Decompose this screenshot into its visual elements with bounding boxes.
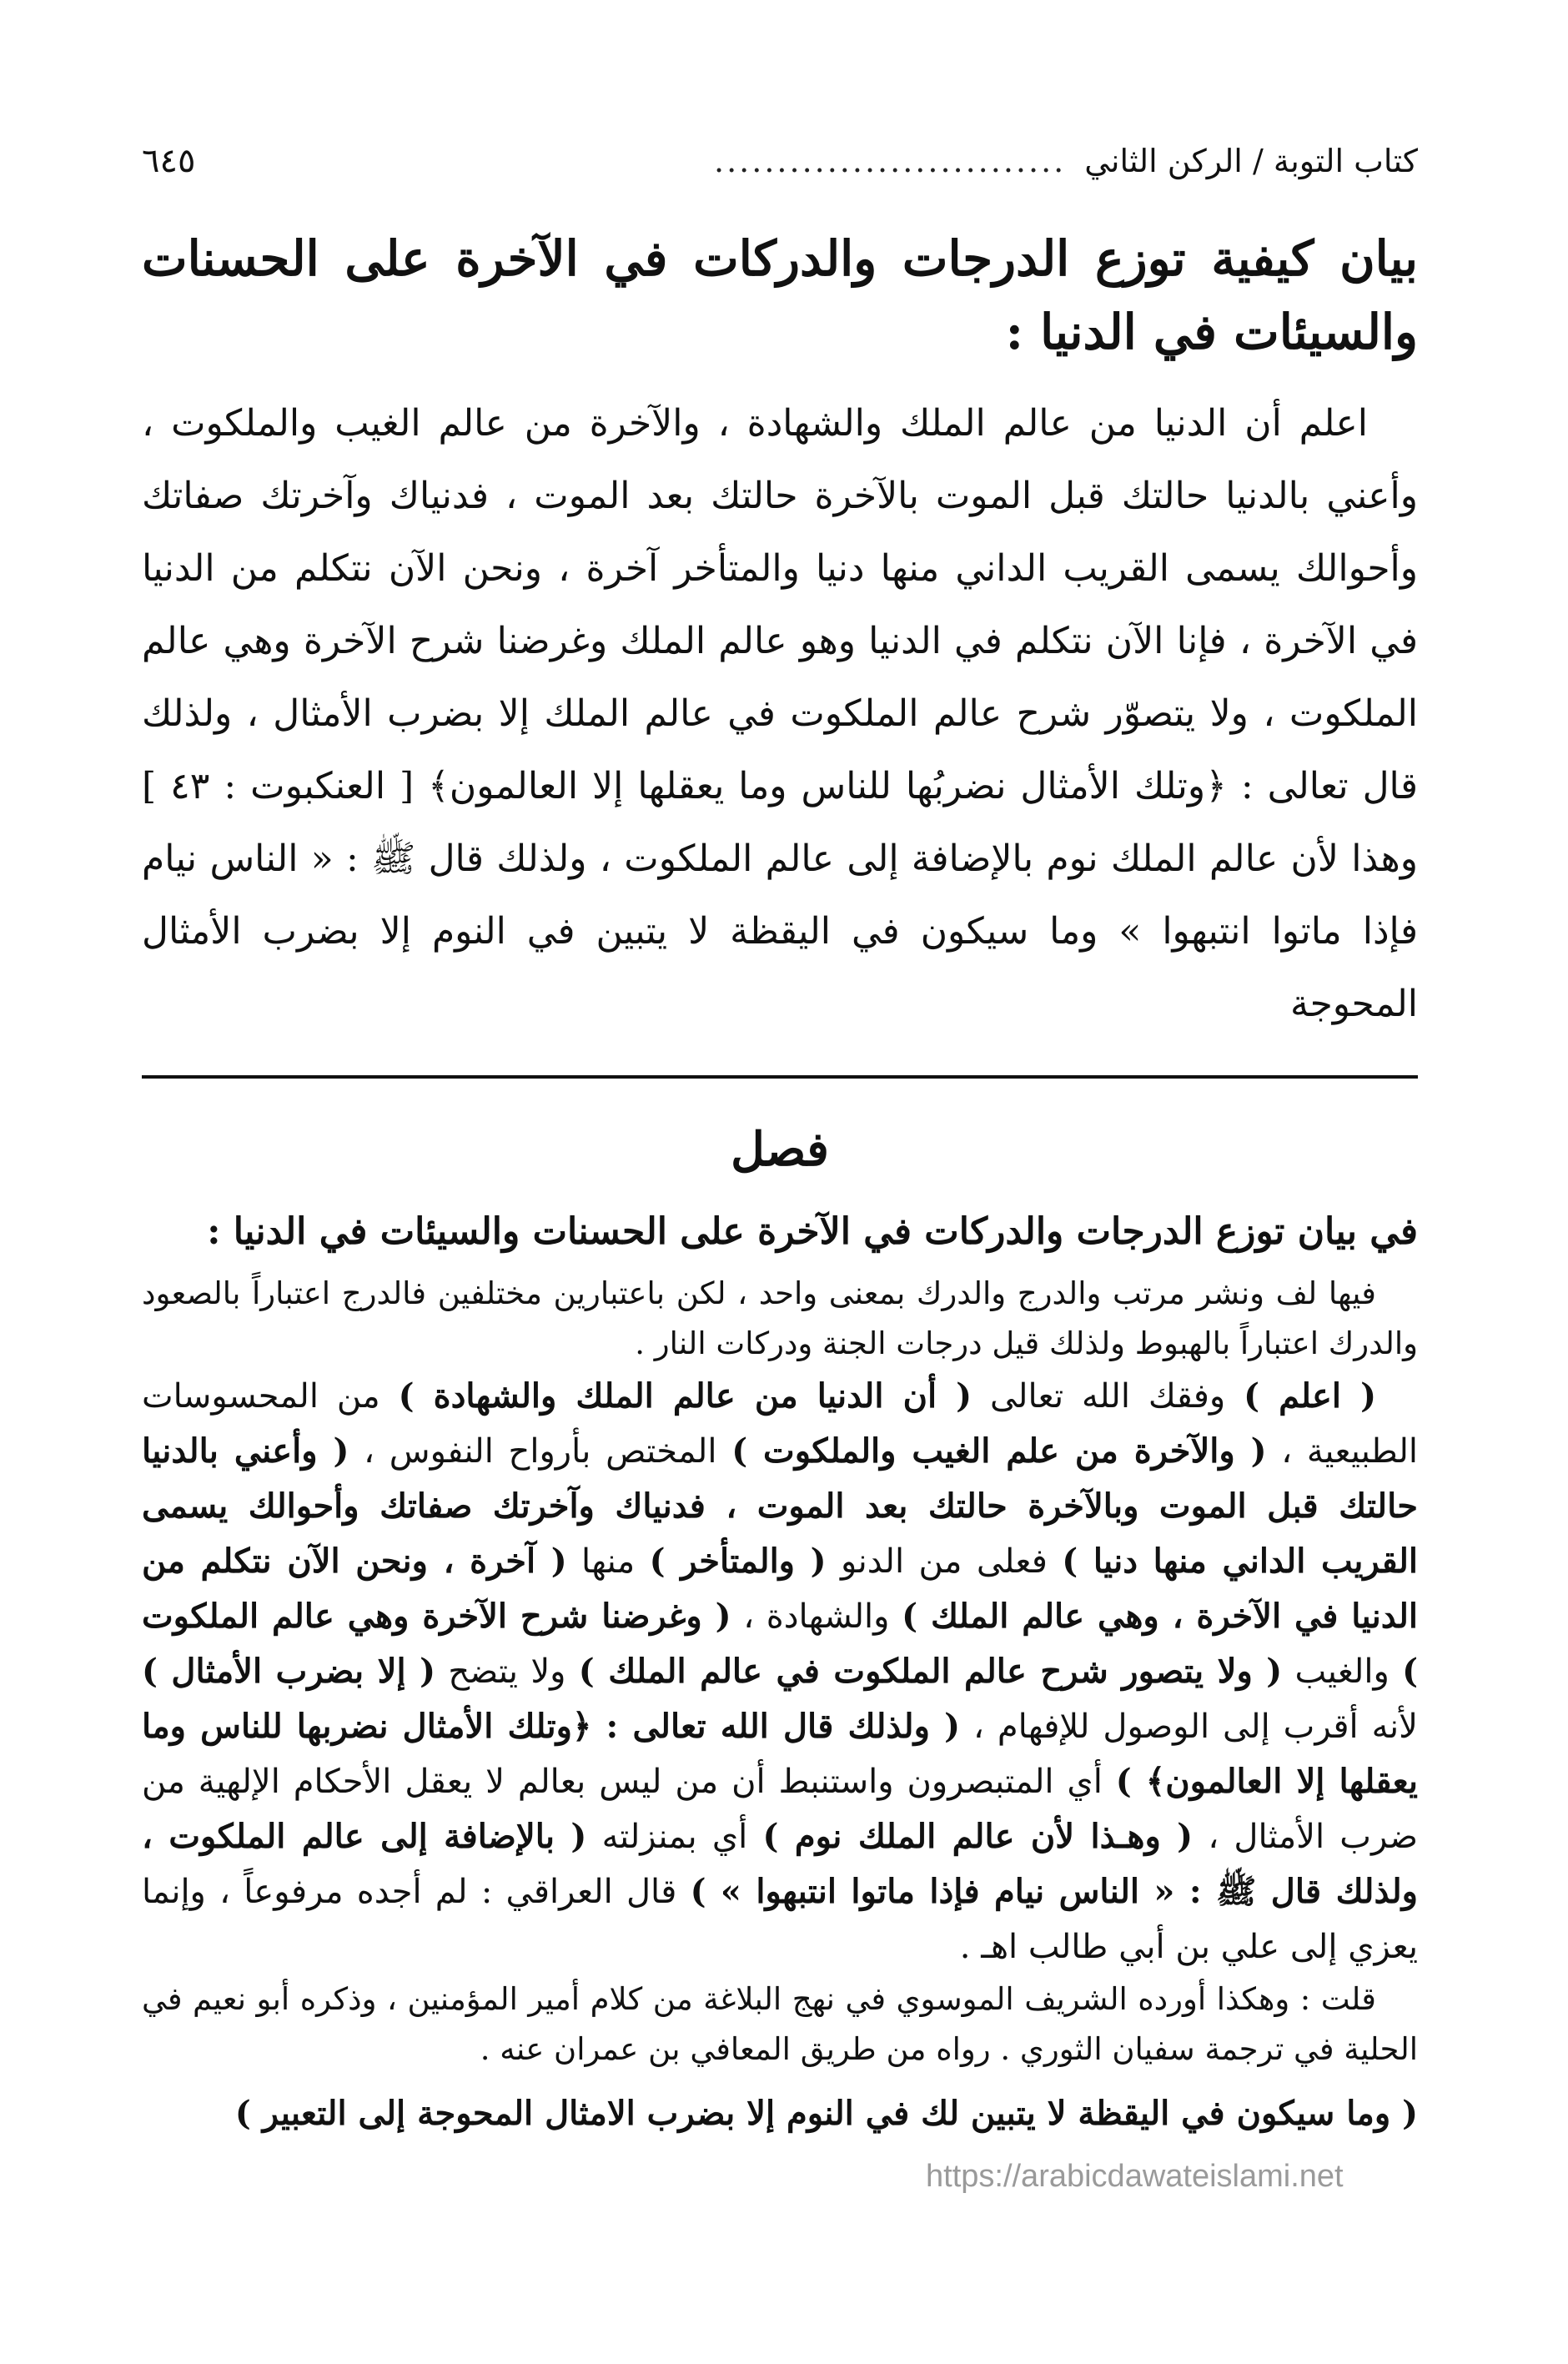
explanation-text: ولا يتضح <box>435 1652 579 1691</box>
explanation-text: قال العراقي : لم أجده مرفوعاً ، وإنما يعزي إلى علي بن أبي طالب اهـ . <box>142 1873 1418 1966</box>
watermark-url: https://arabicdawateislami.net <box>926 2159 1344 2194</box>
main-paragraph: اعلم أن الدنيا من عالم الملك والشهادة ، والآخرة من عالم الغيب والملكوت ، وأعني بالدنيا حالتك قبل الموت بالآخرة حالتك بعد الموت ، فدنياك وآخرتك صفاتك وأحوالك يسمى القريب الداني منها دنيا والمتأخر آخرة ، ونحن الآن نتكلم من الدنيا في الآخرة ، فإنا الآن نتكلم في الدنيا وهو عالم الملك وغرضنا شرح الآخرة وهي عالم الملكوت ، ولا يتصوّر شرح عالم الملكوت في عالم الملك إلا بضرب الأمثال ، ولذلك قال تعالى : ﴿وتلك الأمثال نضربُها للناس وما يعقلها إلا العالمون﴾ [ العنكبوت : ٤٣ ] وهذا لأن عالم الملك نوم بالإضافة إلى عالم الملكوت ، ولذلك قال ﷺ : « الناس نيام فإذا ماتوا انتبهوا » وما سيكون في اليقظة لا يتبين في النوم إلا بضرب الأمثال المحوجة <box>142 402 1418 1025</box>
quoted-text: ( والآخرة من علم الغيب والملكوت ) <box>731 1431 1267 1471</box>
quoted-text: ( وغرضنا شرح الآخرة وهي عالم الملكوت ) <box>142 1597 1419 1691</box>
book-page <box>142 142 1418 2294</box>
quoted-text: ( والمتأخر ) <box>649 1542 827 1581</box>
commentary <box>142 1269 1418 2143</box>
page-number: ٦٤٥ <box>142 142 196 180</box>
book-title: كتاب التوبة / الركن الثاني <box>1084 143 1418 179</box>
quoted-text: ( وهـذا لأن عالم الملك نوم ) <box>762 1817 1194 1856</box>
explanation-text: أي المتبصرون واستنبط أن من ليس بعالم لا يعقل الأحكام الإلهية من ضرب الأمثال ، <box>142 1763 1419 1856</box>
quoted-text: ( وأعني بالدنيا حالتك قبل الموت وبالآخرة حالتك بعد الموت ، فدنياك وآخرتك صفاتك وأحوالك يسمى القريب الداني منها دنيا ) <box>142 1431 1418 1581</box>
commentary-paragraph-3: قلت : وهكذا أورده الشريف الموسوي في نهج البلاغة من كلام أمير المؤمنين ، وذكره أبو نعيم في الحلية في ترجمة سفيان الثوري . رواه من طريق المعافي بن عمران عنه . <box>142 1981 1418 2067</box>
quoted-text: ( اعلم ) <box>1244 1376 1377 1416</box>
explanation-text: المختص بأرواح النفوس ، <box>349 1432 732 1471</box>
explanation-text: والغيب <box>1282 1652 1403 1691</box>
quoted-text: ( ولا يتصور شرح عالم الملكوت في عالم الملك ) <box>578 1652 1283 1691</box>
commentary-paragraph-2 <box>142 1369 1418 1974</box>
quoted-text: ( أن الدنيا من عالم الملك والشهادة ) <box>398 1376 972 1416</box>
divider-line <box>142 1075 1418 1079</box>
explanation-text: منها <box>566 1542 650 1581</box>
explanation-text: من المحسوسات الطبيعية ، <box>142 1377 1418 1471</box>
quoted-text: ( بالإضافة إلى عالم الملكوت ، ولذلك قال ﷺ : « الناس نيام فإذا ماتوا انتبهوا » ) <box>142 1817 1418 1911</box>
fasl-title: فصل <box>731 1122 829 1177</box>
commentary-final-line: ( وما سيكون في اليقظة لا يتبين لك في النوم إلا بضرب الامثال المحوجة إلى التعبير ) <box>234 2094 1418 2133</box>
quoted-text: ( ولذلك قال الله تعالى : ﴿وتلك الأمثال نضربها للناس وما يعقلها إلا العالمون﴾ ) <box>142 1707 1419 1801</box>
main-text <box>142 387 1418 1040</box>
explanation-text: وفقك الله تعالى <box>972 1377 1244 1416</box>
quoted-text: ( إلا بضرب الأمثال ) <box>142 1652 436 1691</box>
section-heading: بيان كيفية توزع الدرجات والدركات في الآخرة على الحسنات والسيئات في الدنيا : <box>142 230 1418 360</box>
explanation-text: لأنه أقرب إلى الوصول للإفهام ، <box>960 1708 1418 1746</box>
leader-dots: ............................ <box>714 143 1067 179</box>
quoted-text: ( آخرة ، ونحن الآن نتكلم من الدنيا في الآخرة ، وهي عالم الملك ) <box>142 1542 1418 1636</box>
running-header <box>142 142 1418 192</box>
explanation-text: فعلى من الدنو <box>826 1542 1063 1581</box>
commentary-paragraph-1: فيها لف ونشر مرتب والدرج والدرك بمعنى واحد ، لكن باعتبارين مختلفين فالدرج اعتباراً بالصعود والدرك اعتباراً بالهبوط ولذلك قيل درجات الجنة ودركات النار . <box>142 1275 1418 1361</box>
explanation-text: والشهادة ، <box>731 1597 902 1636</box>
explanation-text: أي بمنزلته <box>586 1818 763 1856</box>
fasl-subtitle: في بيان توزع الدرجات والدركات في الآخرة على الحسنات والسيئات في الدنيا : <box>207 1210 1418 1253</box>
